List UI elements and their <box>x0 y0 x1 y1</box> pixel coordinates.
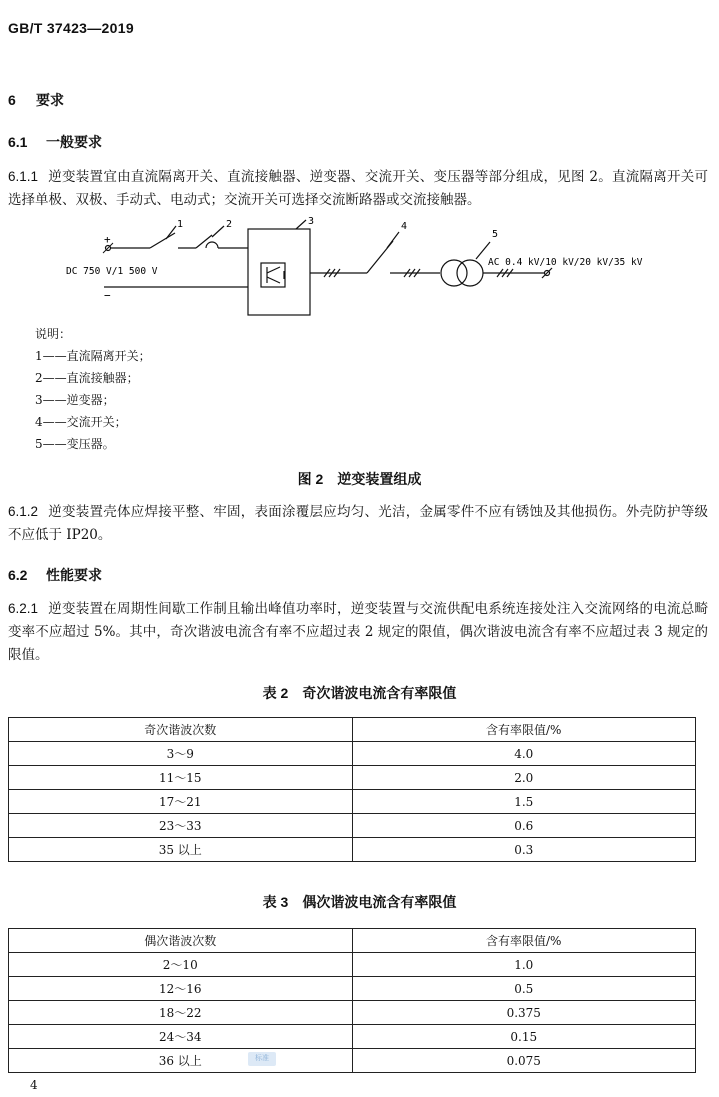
dc-voltage-label: DC 750 V/1 500 V <box>66 266 158 277</box>
table-cell: 1.0 <box>352 953 696 977</box>
section-number: 6.2 <box>8 567 28 583</box>
clause-text: 逆变装置宜由直流隔离开关、直流接触器、逆变器、交流开关、变压器等部分组成，见图 2。直流隔离开关可选择单极、双极、手动式、电动式；交流开关可选择交流断路器或交流接触器。 <box>8 169 708 208</box>
figure-caption: 图 2 逆变装置组成 <box>297 471 422 487</box>
callout-1: 1 <box>177 219 184 230</box>
inverter-box <box>248 229 310 315</box>
table3-caption: 表 3 偶次谐波电流含有率限值 <box>262 894 457 910</box>
transformer-coil-secondary <box>457 260 483 286</box>
paragraph-6-2-1 <box>8 597 708 667</box>
table-cell: 36 以上 <box>9 1049 353 1073</box>
callout-4: 4 <box>401 221 408 232</box>
legend-item: 3——逆变器； <box>35 393 115 407</box>
minus-sign: − <box>104 289 111 302</box>
plus-sign: + <box>104 233 111 246</box>
section-title: 一般要求 <box>46 134 102 150</box>
legend-item: 2——直流接触器； <box>35 371 139 385</box>
table-row <box>9 838 696 862</box>
column-header: 偶次谐波次数 <box>9 929 353 953</box>
table-cell: 2～10 <box>9 953 353 977</box>
table2-odd-harmonics <box>8 717 696 862</box>
column-header: 奇次谐波次数 <box>9 718 353 742</box>
table-row <box>9 814 696 838</box>
table-cell: 0.5 <box>352 977 696 1001</box>
table-row <box>9 1049 696 1073</box>
page-number: 4 <box>30 1078 38 1092</box>
table-cell: 12～16 <box>9 977 353 1001</box>
table-cell: 0.15 <box>352 1025 696 1049</box>
table3-even-harmonics <box>8 928 696 1073</box>
table-cell: 18～22 <box>9 1001 353 1025</box>
section-6-1-heading <box>8 132 102 152</box>
dc-contactor-arc <box>206 242 218 248</box>
transformer-coil-primary <box>441 260 467 286</box>
standard-id: GB/T 37423—2019 <box>8 20 134 36</box>
table-cell: 23～33 <box>9 814 353 838</box>
table-cell: 11～15 <box>9 766 353 790</box>
clause-number: 6.1.1 <box>8 169 39 184</box>
legend-item: 4——交流开关； <box>35 415 127 429</box>
table-header-row <box>9 929 696 953</box>
clause-text: 逆变装置壳体应焊接平整、牢固，表面涂覆层应均匀、光洁，金属零件不应有锈蚀及其他损伤。外壳防护等级不应低于 IP20。 <box>8 504 708 543</box>
dc-contactor-switch <box>196 235 212 248</box>
table-cell: 0.3 <box>352 838 696 862</box>
table-row <box>9 953 696 977</box>
table-cell: 4.0 <box>352 742 696 766</box>
table-row <box>9 766 696 790</box>
callout-5: 5 <box>492 229 499 240</box>
clause-number: 6.1.2 <box>8 504 39 519</box>
igbt-symbol <box>261 263 285 287</box>
table-cell: 24～34 <box>9 1025 353 1049</box>
table-cell: 35 以上 <box>9 838 353 862</box>
table-cell: 1.5 <box>352 790 696 814</box>
ac-voltage-label: AC 0.4 kV/10 kV/20 kV/35 kV <box>488 257 643 268</box>
table-cell: 0.375 <box>352 1001 696 1025</box>
section-6-heading <box>8 90 64 110</box>
column-header: 含有率限值/% <box>352 718 696 742</box>
callout-2: 2 <box>226 219 233 230</box>
clause-text: 逆变装置在周期性间歇工作制且输出峰值功率时，逆变装置与交流供配电系统连接处注入交流网络的电流总畸变率不应超过 5%。其中，奇次谐波电流含有率不应超过表 2 规定的限值，偶次谐波电流含有率不应超过表 3 规定的限值。 <box>8 601 708 663</box>
dc-isolator-switch <box>150 233 175 248</box>
table-cell: 3～9 <box>9 742 353 766</box>
section-6-2-heading <box>8 565 102 585</box>
inverter-diagram <box>0 215 719 325</box>
paragraph-6-1-2 <box>8 500 708 547</box>
legend-item: 1——直流隔离开关； <box>35 349 151 363</box>
legend-title: 说明： <box>35 327 72 341</box>
section-title: 性能要求 <box>46 567 102 583</box>
table-row <box>9 742 696 766</box>
callout-3: 3 <box>308 216 315 227</box>
table-row <box>9 1025 696 1049</box>
table-row <box>9 1001 696 1025</box>
table-cell: 0.6 <box>352 814 696 838</box>
clause-number: 6.2.1 <box>8 601 39 616</box>
section-number: 6 <box>8 92 16 108</box>
table-cell: 2.0 <box>352 766 696 790</box>
legend-item: 5——变压器。 <box>35 437 115 451</box>
table-row <box>9 790 696 814</box>
table-header-row <box>9 718 696 742</box>
section-number: 6.1 <box>8 134 28 150</box>
watermark-logo: 标准 <box>248 1052 276 1066</box>
table2-caption: 表 2 奇次谐波电流含有率限值 <box>262 685 457 701</box>
paragraph-6-1-1 <box>8 165 708 212</box>
table-cell: 0.075 <box>352 1049 696 1073</box>
table-row <box>9 977 696 1001</box>
table-cell: 17～21 <box>9 790 353 814</box>
column-header: 含有率限值/% <box>352 929 696 953</box>
section-title: 要求 <box>36 92 64 108</box>
